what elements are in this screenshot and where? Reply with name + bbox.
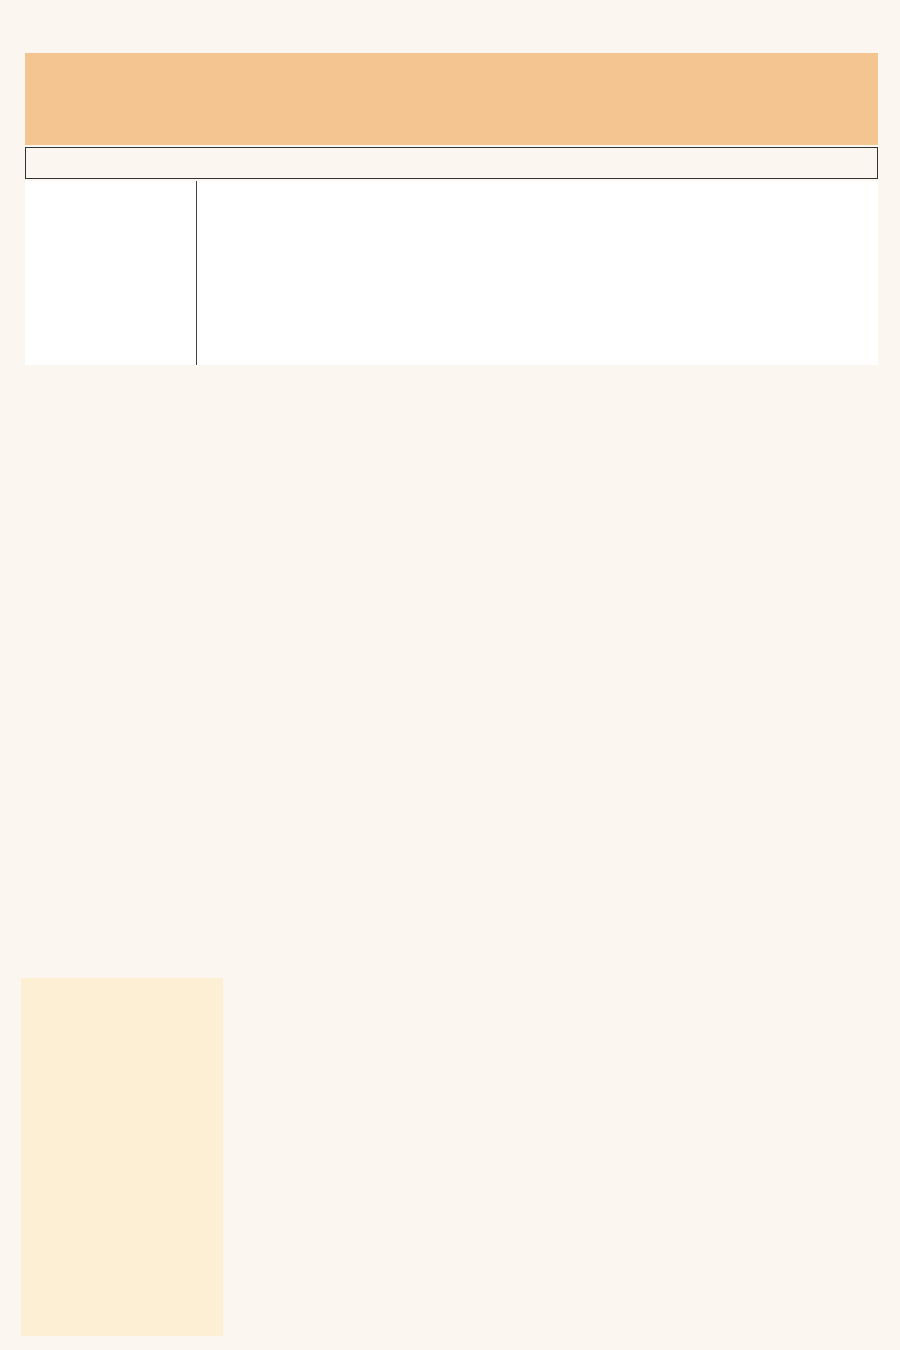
column-divider	[196, 181, 197, 365]
body-measurement-table	[25, 181, 878, 365]
size-guide-divider	[25, 147, 878, 179]
size-conversion-table	[25, 53, 878, 145]
suggested-fabrics-panel	[21, 978, 223, 1336]
